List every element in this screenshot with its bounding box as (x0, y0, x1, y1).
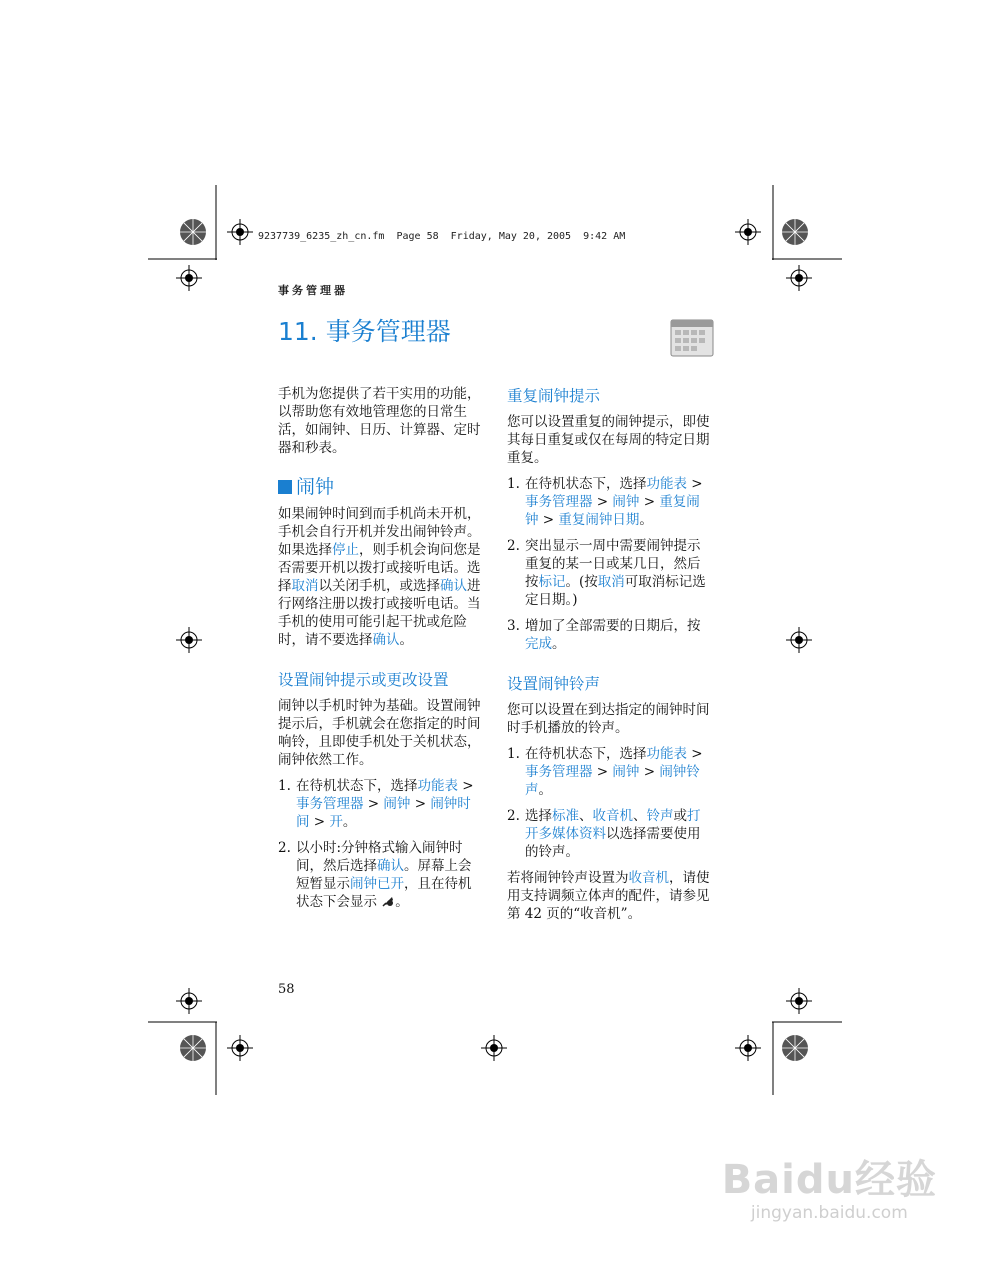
separator: 、 (579, 808, 593, 824)
menu-term: 闹钟 (612, 494, 640, 510)
registration-target (735, 1035, 761, 1061)
menu-term: 闹钟铃声 (525, 764, 700, 798)
text: 以小时:分钟格式输入闹钟时间，然后选择 (296, 840, 463, 874)
menu-term: 收音机 (628, 870, 669, 886)
step-number: 1. (507, 746, 520, 762)
registration-target (786, 265, 812, 291)
repeat-alarm-steps (507, 475, 713, 653)
text: 若将闹钟铃声设置为 (507, 870, 629, 886)
text: 。屏幕上会短暂显示 (296, 858, 472, 892)
registration-target (176, 265, 202, 291)
separator: > (538, 512, 559, 528)
menu-term: 开 (329, 814, 343, 830)
alarm-tone-steps (507, 745, 713, 861)
alarm-heading-text: 闹钟 (296, 476, 335, 498)
step-number: 1. (278, 778, 291, 794)
repeat-alarm-heading: 重复闹钟提示 (507, 387, 601, 405)
list-item (507, 475, 713, 529)
alarm-heading (278, 475, 482, 499)
text: 或 (673, 808, 687, 824)
separator: > (639, 494, 660, 510)
list-item (507, 617, 713, 653)
list-item (278, 777, 482, 831)
set-alarm-steps (278, 777, 482, 911)
alarm-tone-intro: 您可以设置在到达指定的闹钟时间时手机播放的铃声。 (507, 702, 710, 736)
menu-term: 收音机 (592, 808, 633, 824)
set-alarm-intro: 闹钟以手机时钟为基础。设置闹钟提示后，手机就会在您指定的时间响铃，且即使手机处于关机状态，闹钟依然工作。 (278, 698, 481, 768)
menu-term: 标准 (552, 808, 579, 824)
list-item (507, 745, 713, 799)
text: 选择 (525, 808, 552, 824)
menu-term: 功能表 (646, 476, 687, 492)
repeat-alarm-intro: 您可以设置重复的闹钟提示，即使其每日重复或仅在每周的特定日期重复。 (507, 414, 710, 466)
menu-term: 完成 (525, 636, 552, 652)
menu-term: 取消 (597, 574, 625, 590)
square-bullet-icon (278, 480, 292, 494)
menu-term: 确认 (372, 632, 400, 648)
registration-target (786, 627, 812, 653)
separator: > (410, 796, 431, 812)
text: 在待机状态下，选择 (525, 746, 647, 762)
separator: > (363, 796, 384, 812)
intro-paragraph: 手机为您提供了若干实用的功能，以帮助您有效地管理您的日常生活，如闹钟、日历、计算器、定时器和秒表。 (278, 386, 481, 456)
right-column (507, 385, 713, 931)
text: 以选择需要使用的铃声。 (525, 826, 701, 860)
watermark-url: jingyan.baidu.com (750, 1203, 908, 1223)
text: 以关闭手机，或选择 (318, 578, 440, 594)
text: 。 (395, 894, 409, 910)
menu-term: 停止 (332, 542, 359, 558)
separator: > (458, 778, 474, 794)
step-number: 2. (507, 808, 520, 824)
calendar-icon (669, 318, 715, 358)
step-number: 3. (507, 618, 520, 634)
baidu-logo: Baidu经验 (721, 1157, 937, 1203)
radio-note (507, 869, 713, 923)
menu-term: 重复闹钟日期 (558, 512, 640, 528)
alarm-paragraph (278, 505, 482, 649)
list-item (507, 807, 713, 861)
text: 在待机状态下，选择 (296, 778, 418, 794)
registration-target (227, 219, 253, 245)
left-column (278, 385, 482, 919)
separator: > (687, 746, 703, 762)
text: 增加了全部需要的日期后，按 (525, 618, 701, 634)
menu-term: 闹钟已开 (350, 876, 404, 892)
registration-target (176, 627, 202, 653)
menu-term: 事务管理器 (525, 494, 593, 510)
text: 可取消标记选定日期。) (525, 574, 706, 608)
step-number: 2. (507, 538, 520, 554)
menu-term: 标记 (538, 574, 566, 590)
alarm-tone-heading: 设置闹钟铃声 (507, 675, 601, 693)
alarm-clock-icon (381, 894, 395, 908)
text: 。(按 (565, 574, 598, 590)
text: 进行网络注册以拨打或接听电话。当手机的使用可能引起干扰或危险时，请不要选择 (278, 578, 481, 648)
menu-term: 取消 (291, 578, 319, 594)
menu-term: 事务管理器 (525, 764, 593, 780)
text: 。 (639, 512, 653, 528)
menu-term: 闹钟 (612, 764, 640, 780)
list-item (507, 537, 713, 609)
registration-target (227, 1035, 253, 1061)
step-number: 2. (278, 840, 291, 856)
star-target (781, 1034, 809, 1062)
registration-target (735, 219, 761, 245)
star-target (179, 1034, 207, 1062)
page-number: 58 (278, 982, 295, 997)
star-target (179, 218, 207, 246)
separator: > (687, 476, 703, 492)
chapter-title: 11. 事务管理器 (278, 317, 451, 346)
separator: 、 (633, 808, 647, 824)
text: 。 (399, 632, 413, 648)
set-alarm-heading: 设置闹钟提示或更改设置 (278, 671, 449, 689)
running-head: 事务管理器 (278, 284, 348, 297)
menu-term: 功能表 (417, 778, 458, 794)
menu-term: 功能表 (646, 746, 687, 762)
menu-term: 确认 (377, 858, 404, 874)
text: ，则手机会询问您是否需要开机以拨打或接听电话。选择 (278, 542, 481, 594)
watermark (722, 1148, 937, 1223)
menu-term: 确认 (440, 578, 467, 594)
menu-term: 重复闹钟 (525, 494, 700, 528)
text: 。 (552, 636, 566, 652)
separator: > (592, 764, 613, 780)
text: 突出显示一周中需要闹钟提示重复的某一日或某几日，然后按 (525, 538, 701, 590)
text: 如果闹钟时间到而手机尚未开机，手机会自行开机并发出闹钟铃声。如果选择 (278, 506, 481, 558)
menu-term: 闹钟 (383, 796, 411, 812)
menu-term: 闹钟时间 (296, 796, 471, 830)
file-info-line: 9237739_6235_zh_cn.fm Page 58 Friday, May 20, 2005 9:42 AM (258, 231, 626, 242)
menu-term: 事务管理器 (296, 796, 364, 812)
text: 。 (342, 814, 357, 830)
registration-target (481, 1035, 507, 1061)
separator: > (592, 494, 613, 510)
registration-target (176, 988, 202, 1014)
text: ，且在待机状态下会显示 (296, 876, 472, 910)
menu-term: 打开多媒体资料 (525, 808, 701, 842)
text: ，请使用支持调频立体声的配件，请参见第 42 页的“收音机”。 (507, 870, 710, 922)
registration-target (786, 988, 812, 1014)
text: 。 (538, 782, 552, 798)
star-target (781, 218, 809, 246)
menu-term: 铃声 (646, 808, 674, 824)
text: 在待机状态下，选择 (525, 476, 647, 492)
list-item (278, 839, 482, 911)
separator: > (639, 764, 660, 780)
separator: > (309, 814, 330, 830)
step-number: 1. (507, 476, 520, 492)
